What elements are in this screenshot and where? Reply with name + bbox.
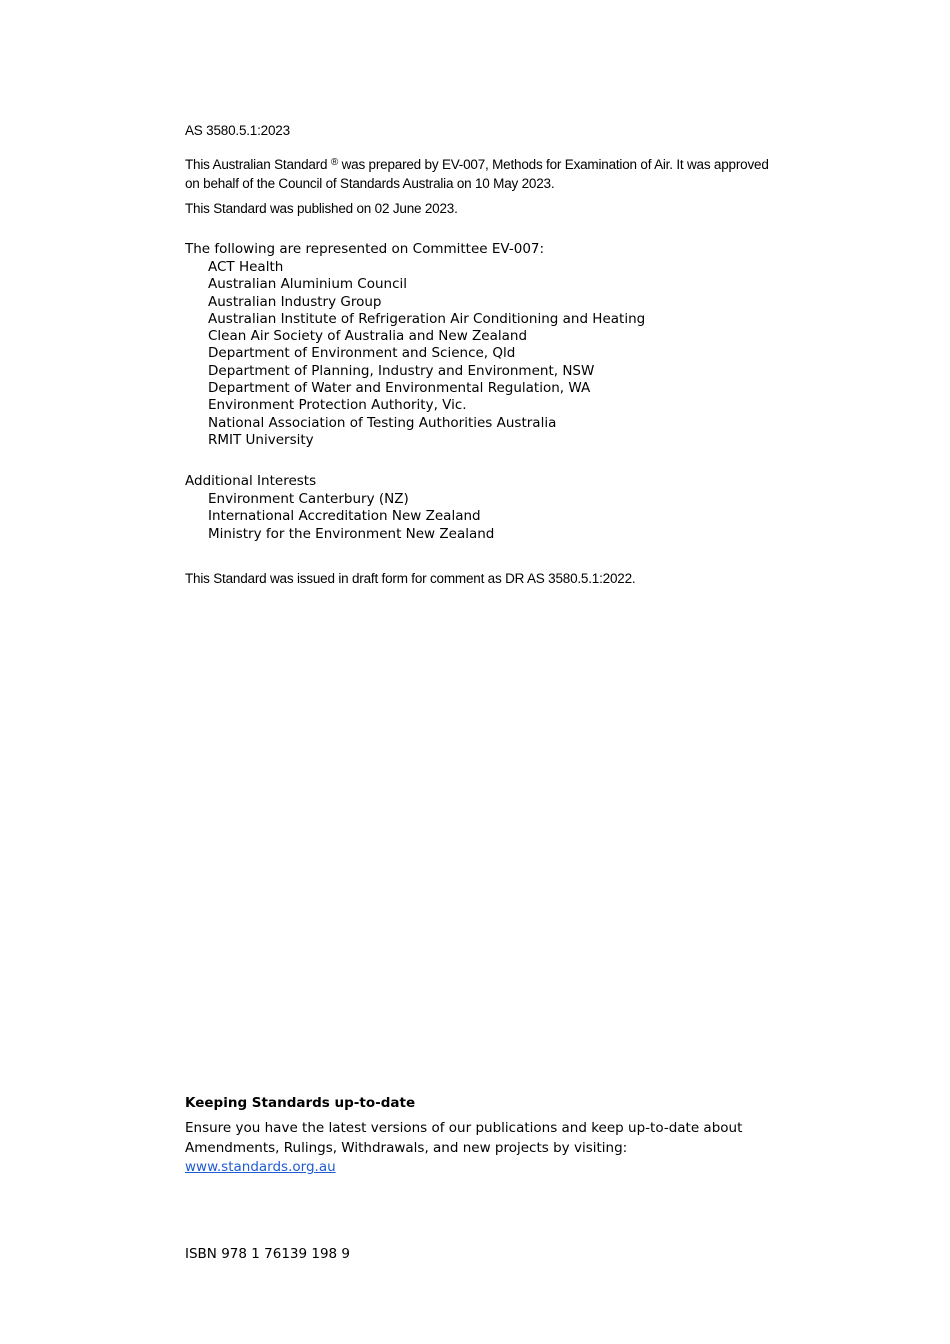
- committee-member: Department of Water and Environmental Regulation, WA: [208, 380, 591, 397]
- committee-heading: The following are represented on Committee EV-007:: [185, 241, 545, 257]
- registered-mark: ®: [330, 157, 339, 168]
- committee-member: RMIT University: [208, 431, 314, 448]
- committee-section: [185, 240, 800, 449]
- preparation-text-start: This Australian Standard: [185, 157, 328, 172]
- additional-interest-member: Ministry for the Environment New Zealand: [208, 525, 495, 542]
- committee-member: Department of Planning, Industry and Environment, NSW: [208, 362, 595, 379]
- keeping-up-to-date-text: Ensure you have the latest versions of our publications and keep up-to-date about Amendments, Rulings, Withdrawals, and new projects by visiting:: [185, 1120, 743, 1156]
- committee-member: Australian Industry Group: [208, 293, 382, 310]
- draft-note: This Standard was issued in draft form for comment as DR AS 3580.5.1:2022.: [185, 571, 636, 586]
- additional-interest-member: Environment Canterbury (NZ): [208, 491, 409, 507]
- isbn: ISBN 978 1 76139 198 9: [185, 1246, 351, 1262]
- keeping-up-to-date-section: [185, 1094, 800, 1178]
- committee-member: Clean Air Society of Australia and New Zealand: [208, 328, 528, 345]
- standards-website-link[interactable]: www.standards.org.au: [185, 1159, 336, 1175]
- preparation-text-end: was prepared by EV-007, Methods for Examination of Air. It was approved on behalf of the Council of Standards Australia on 10 May 2023.: [185, 157, 769, 191]
- keeping-up-to-date-body: [185, 1119, 785, 1178]
- keeping-up-to-date-heading: Keeping Standards up-to-date: [185, 1095, 416, 1111]
- preparation-statement: [185, 155, 785, 193]
- publication-date-statement: This Standard was published on 02 June 2023.: [185, 201, 458, 216]
- additional-interests-heading: Additional Interests: [185, 473, 317, 489]
- document-code: AS 3580.5.1:2023: [185, 123, 290, 138]
- committee-member: Australian Institute of Refrigeration Air Conditioning and Heating: [208, 310, 646, 327]
- additional-interests-section: [185, 472, 800, 543]
- committee-member: Department of Environment and Science, Qld: [208, 345, 516, 362]
- committee-member: ACT Health: [208, 259, 284, 275]
- additional-interests-list: [185, 491, 800, 543]
- committee-member: Environment Protection Authority, Vic.: [208, 397, 467, 414]
- additional-interest-member: International Accreditation New Zealand: [208, 508, 481, 525]
- committee-member: Australian Aluminium Council: [208, 276, 408, 293]
- committee-member-list: [185, 259, 800, 449]
- committee-member: National Association of Testing Authorities Australia: [208, 414, 557, 431]
